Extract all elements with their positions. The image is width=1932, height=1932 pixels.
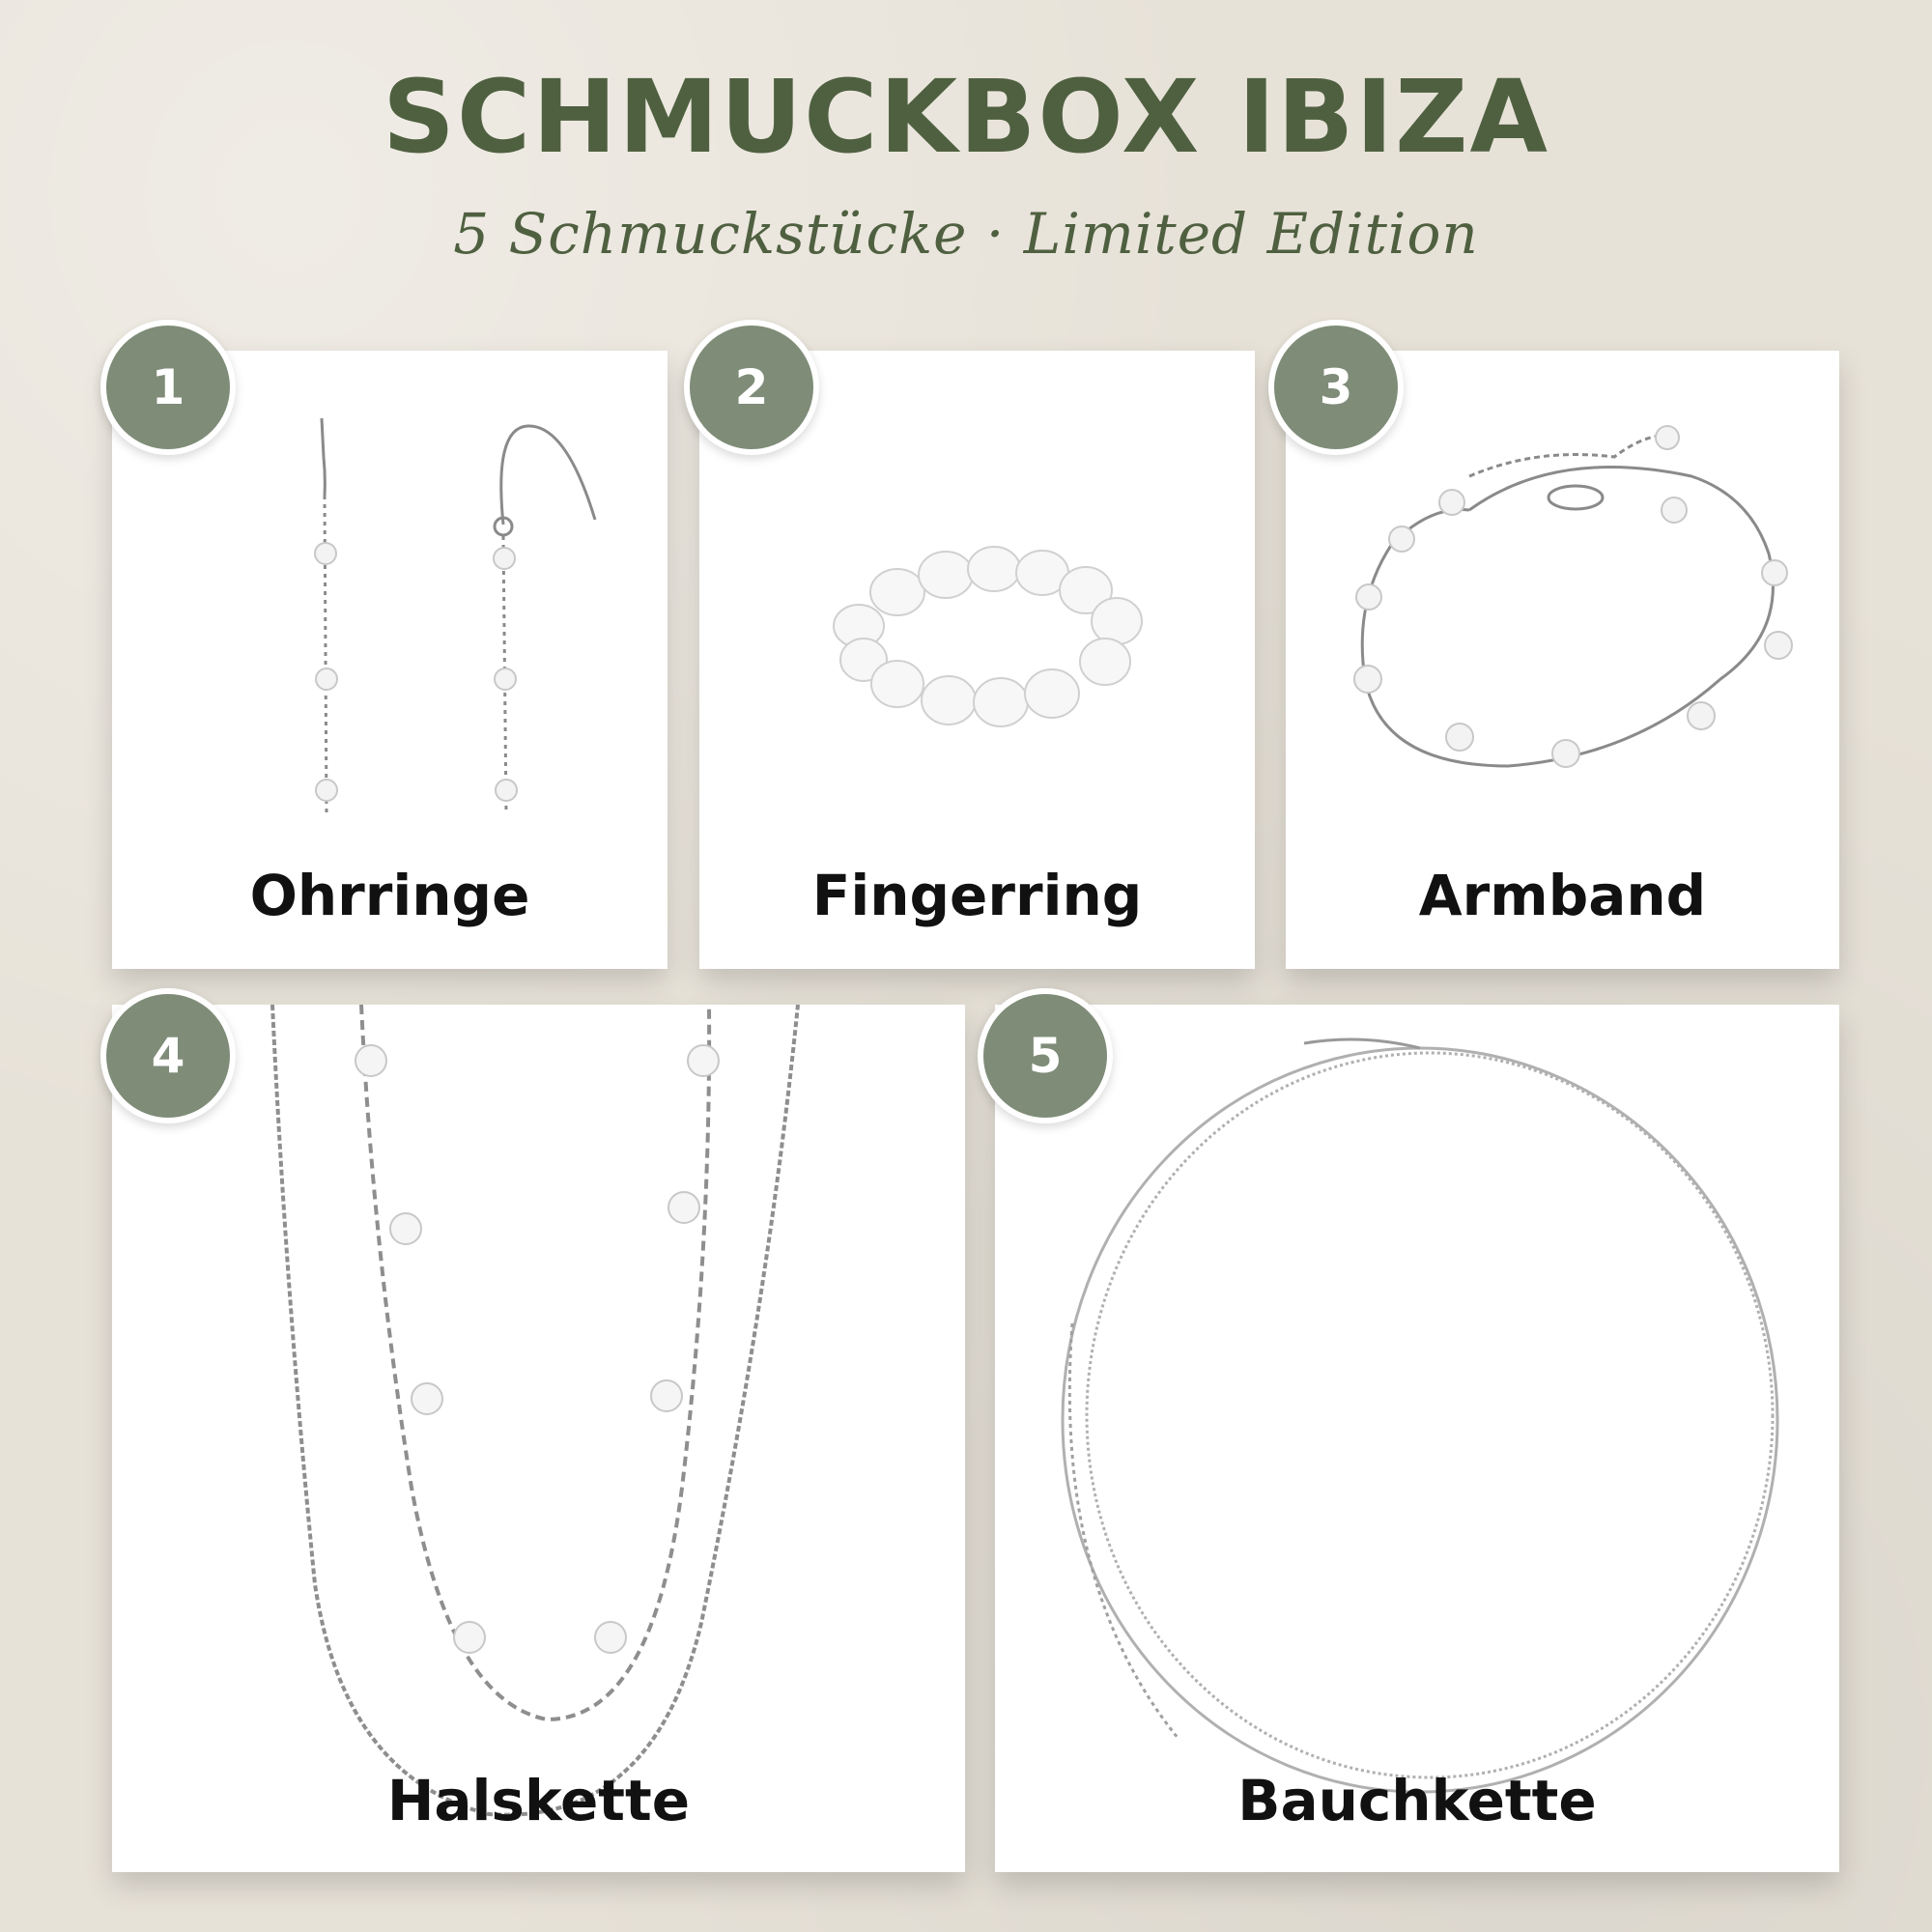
badge-5: 5 xyxy=(978,988,1113,1123)
product-card-necklace xyxy=(112,1005,965,1872)
page-subtitle: 5 Schmuckstücke · Limited Edition xyxy=(453,201,1479,267)
necklace-image xyxy=(112,1005,965,1872)
label-belly-chain: Bauchkette xyxy=(1237,1768,1597,1833)
badge-1: 1 xyxy=(100,320,236,455)
label-bracelet: Armband xyxy=(1418,863,1707,928)
product-card-belly-chain xyxy=(995,1005,1839,1872)
label-earrings: Ohrringe xyxy=(249,863,530,928)
badge-4: 4 xyxy=(100,988,236,1123)
badge-3: 3 xyxy=(1268,320,1404,455)
label-ring: Fingerring xyxy=(811,863,1143,928)
belly-chain-image xyxy=(995,1005,1839,1872)
badge-2: 2 xyxy=(684,320,819,455)
page-title: SCHMUCKBOX IBIZA xyxy=(382,58,1550,176)
label-necklace: Halskette xyxy=(386,1768,691,1833)
